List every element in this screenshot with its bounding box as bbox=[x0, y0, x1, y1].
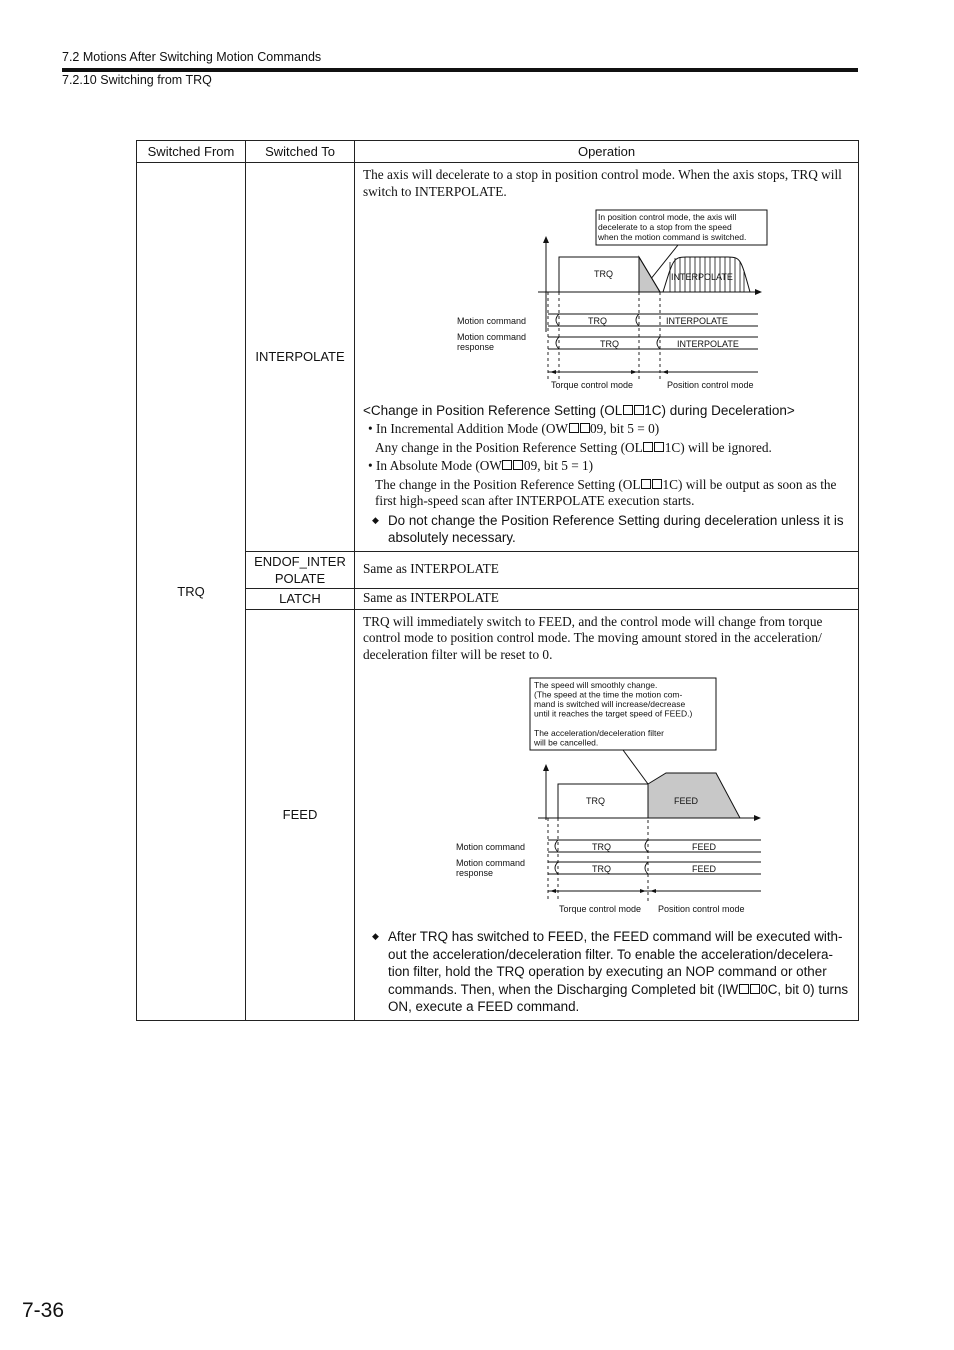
switching-table bbox=[136, 140, 859, 1021]
placeholder-box-icon bbox=[623, 405, 633, 415]
callout-line: when the motion command is switched. bbox=[597, 232, 746, 242]
resp-interpolate: INTERPOLATE bbox=[676, 339, 739, 349]
from-cell-trq: TRQ bbox=[137, 163, 246, 1021]
bullet-absolute-text: The change in the Position Reference Setting (OL 1C) will be output as soon as the first high-speed scan after INTERPOLATE execution starts. bbox=[375, 476, 837, 508]
section-header: 7.2 Motions After Switching Motion Commands bbox=[62, 50, 322, 64]
callout-line: mand is switched will increase/decrease bbox=[533, 699, 685, 709]
placeholder-box-icon bbox=[652, 479, 662, 489]
label-response-1: Motion command bbox=[455, 858, 525, 868]
page-number: 7-36 bbox=[22, 1299, 65, 1322]
placeholder-box-icon bbox=[641, 479, 651, 489]
bullet-incremental-text: Any change in the Position Reference Setting (OL 1C) will be ignored. bbox=[375, 439, 772, 455]
to-cell-endof-interpolate: ENDOF_INTER POLATE bbox=[246, 551, 355, 588]
cmd-interpolate: INTERPOLATE bbox=[665, 316, 728, 326]
block-label-trq: TRQ bbox=[593, 269, 613, 279]
callout-line: The acceleration/deceleration filter bbox=[533, 728, 664, 738]
placeholder-box-icon bbox=[643, 442, 653, 452]
placeholder-box-icon bbox=[750, 984, 760, 994]
mode-position: Position control mode bbox=[657, 904, 745, 914]
callout-line: (The speed at the time the motion com- bbox=[533, 689, 682, 700]
cmd-trq: TRQ bbox=[591, 842, 611, 852]
col-header-to: Switched To bbox=[246, 141, 355, 163]
caution-note-feed: ◆ After TRQ has switched to FEED, the FEED command will be executed with-out the acceleration/deceleration filter. To enable the acceleration/decelera-tion filter, hold the TRQ operation by executing an NOP command or other commands. Then, when the Discharging Completed bit (IW 0C, bit 0) turns ON, execute a FEED command. bbox=[363, 928, 852, 1016]
cmd-trq: TRQ bbox=[587, 316, 607, 326]
to-cell-interpolate: INTERPOLATE bbox=[246, 163, 355, 552]
mode-torque: Torque control mode bbox=[558, 904, 641, 914]
placeholder-box-icon bbox=[739, 984, 749, 994]
resp-trq: TRQ bbox=[599, 339, 619, 349]
to-cell-feed: FEED bbox=[246, 609, 355, 1020]
mode-torque: Torque control mode bbox=[550, 380, 633, 390]
diamond-bullet-icon: ◆ bbox=[372, 931, 379, 941]
callout-line: decelerate to a stop from the speed bbox=[597, 222, 732, 232]
col-header-operation: Operation bbox=[355, 141, 859, 163]
diamond-bullet-icon: ◆ bbox=[372, 514, 379, 525]
operation-cell-endof: Same as INTERPOLATE bbox=[355, 551, 859, 588]
block-label-interpolate: INTERPOLATE bbox=[670, 272, 733, 282]
bullet-absolute: • In Absolute Mode (OW 09, bit 5 = 1) bbox=[368, 458, 594, 473]
label-motion-command: Motion command bbox=[456, 316, 526, 326]
placeholder-box-icon bbox=[513, 460, 523, 470]
label-response-2: response bbox=[455, 868, 493, 878]
callout-leader bbox=[623, 750, 648, 784]
placeholder-box-icon bbox=[580, 423, 590, 433]
placeholder-box-icon bbox=[654, 442, 664, 452]
label-response-1: Motion command bbox=[456, 332, 526, 342]
bullet-incremental: • In Incremental Addition Mode (OW 09, bit 5 = 0) bbox=[368, 421, 660, 436]
feed-intro: TRQ will immediately switch to FEED, and the control mode will change from torque control mode to position control mode. The moving amount stored in the acceleration/ deceleration filter will be reset to 0. bbox=[363, 613, 823, 662]
header-rule bbox=[62, 68, 858, 72]
subsection-header: 7.2.10 Switching from TRQ bbox=[62, 73, 212, 87]
resp-trq: TRQ bbox=[591, 864, 611, 874]
label-motion-command: Motion command bbox=[455, 842, 525, 852]
caution-note-interpolate: ◆ Do not change the Position Reference Setting during deceleration unless it is absolutely necessary. bbox=[363, 512, 852, 547]
label-response-2: response bbox=[456, 342, 494, 352]
feed-timing-diagram bbox=[398, 677, 818, 922]
callout-line: In position control mode, the axis will bbox=[597, 212, 736, 222]
callout-line: The speed will smoothly change. bbox=[533, 680, 657, 690]
interpolate-intro: The axis will decelerate to a stop in position control mode. When the axis stops, TRQ will switch to INTERPOLATE. bbox=[363, 167, 842, 199]
operation-cell-feed bbox=[355, 609, 859, 1020]
placeholder-box-icon bbox=[502, 460, 512, 470]
mode-position: Position control mode bbox=[666, 380, 754, 390]
cmd-feed: FEED bbox=[691, 842, 716, 852]
change-heading: <Change in Position Reference Setting (OL 1C) during Deceleration> bbox=[363, 403, 795, 418]
to-cell-latch: LATCH bbox=[246, 588, 355, 609]
block-label-feed: FEED bbox=[673, 796, 698, 806]
block-label-trq: TRQ bbox=[585, 796, 605, 806]
callout-line: will be cancelled. bbox=[533, 737, 598, 748]
callout-line: until it reaches the target speed of FEED.) bbox=[533, 708, 692, 719]
interpolate-timing-diagram bbox=[398, 200, 818, 400]
placeholder-box-icon bbox=[634, 405, 644, 415]
resp-feed: FEED bbox=[691, 864, 716, 874]
placeholder-box-icon bbox=[569, 423, 579, 433]
col-header-from: Switched From bbox=[137, 141, 246, 163]
operation-cell-interpolate bbox=[355, 163, 859, 552]
operation-cell-latch: Same as INTERPOLATE bbox=[355, 588, 859, 609]
